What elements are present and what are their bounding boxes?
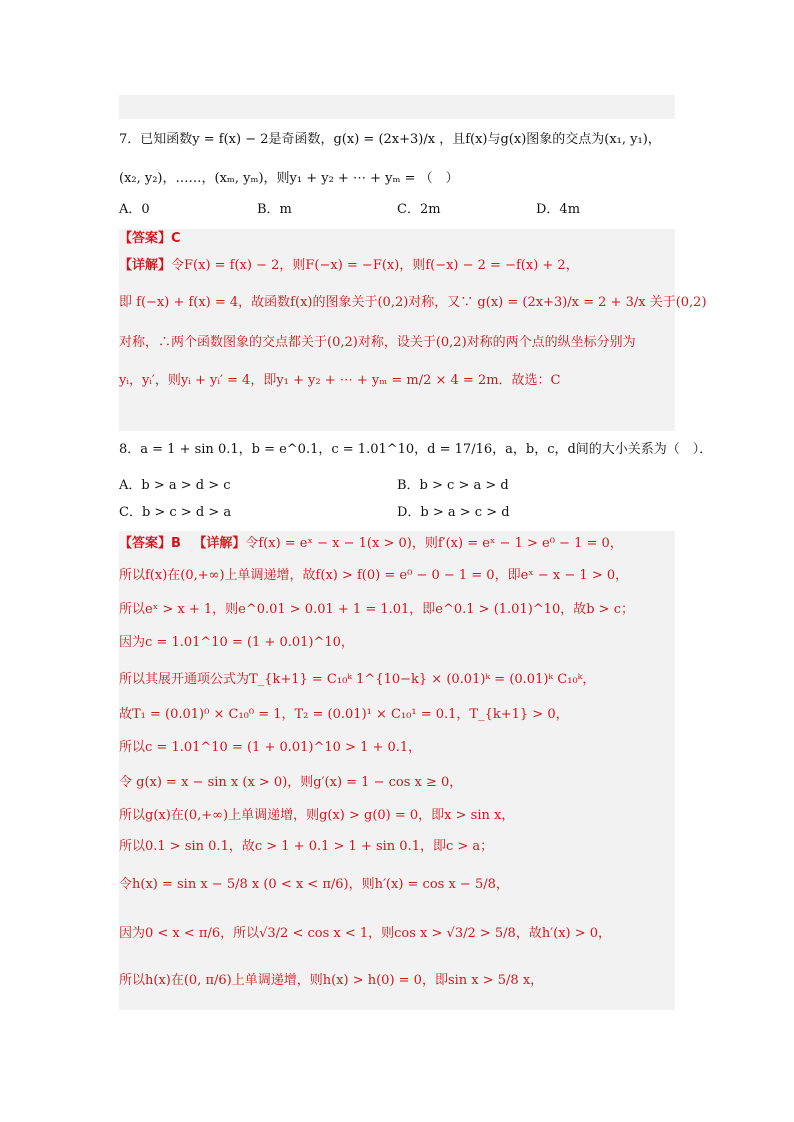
q8-detail-line-6: 故T₁ = (0.01)⁰ × C₁₀⁰ = 1，T₂ = (0.01)¹ × C₁₀¹ = 0.1，T_{k+1} > 0， <box>119 707 569 722</box>
q7-detail-line-3: 对称，∴两个函数图象的交点都关于(0,2)对称，设关于(0,2)对称的两个点的纵坐标分别为 <box>119 335 636 350</box>
q8-detail-line-5: 所以其展开通项公式为T_{k+1} = C₁₀ᵏ 1^{10−k} × (0.01)ᵏ = (0.01)ᵏ C₁₀ᵏ， <box>119 672 596 687</box>
q8-option-d: D．b > a > c > d <box>397 505 510 520</box>
q7-answer-tag: 【答案】 <box>119 231 172 246</box>
q8-detail-line-4: 因为c = 1.01^10 = (1 + 0.01)^10， <box>119 635 354 650</box>
q7-detail-tag: 【详解】 <box>119 258 172 273</box>
q8-option-b: B．b > c > a > d <box>397 478 509 493</box>
q7-detail-line-1: 【详解】令F(x) = f(x) − 2，则F(−x) = −F(x)，则f(−x) − 2 = −f(x) + 2， <box>119 258 579 273</box>
q8-detail-line-7: 所以c = 1.01^10 = (1 + 0.01)^10 > 1 + 0.1， <box>119 740 422 755</box>
q7-stem-line1: 7．已知函数y = f(x) − 2是奇函数，g(x) = (2x+3)/x ，且f(x)与g(x)图象的交点为(x₁, y₁)， <box>119 132 661 147</box>
q8-detail-line-2: 所以f(x)在(0,+∞)上单调递增，故f(x) > f(0) = e⁰ − 0 − 1 = 0，即eˣ − x − 1 > 0， <box>119 568 629 583</box>
q7-option-b: B．m <box>257 202 292 217</box>
q7-detail-line-4: yᵢ，yᵢ′，则yᵢ + yᵢ′ = 4，即y₁ + y₂ + ⋯ + yₘ = m/2 × 4 = 2m．故选：C <box>119 373 561 388</box>
q7-option-d: D．4m <box>536 202 581 217</box>
q7-option-c: C．2m <box>397 202 441 217</box>
q7-detail-line-2: 即 f(−x) + f(x) = 4，故函数f(x)的图象关于(0,2)对称，又∵ g(x) = (2x+3)/x = 2 + 3/x 关于(0,2) <box>119 295 707 310</box>
q8-detail-line-12: 因为0 < x < π/6，所以√3/2 < cos x < 1，则cos x > √3/2 > 5/8，故h′(x) > 0， <box>119 926 612 941</box>
q8-detail-line-8: 令 g(x) = x − sin x (x > 0)，则g′(x) = 1 − cos x ≥ 0， <box>119 775 463 790</box>
q8-detail-line-9: 所以g(x)在(0,+∞)上单调递增，则g(x) > g(0) = 0，即x > sin x， <box>119 808 515 823</box>
q8-option-a: A．b > a > d > c <box>119 478 231 493</box>
q8-detail-line-11: 令h(x) = sin x − 5/8 x (0 < x < π/6)，则h′(x) = cos x − 5/8， <box>119 877 509 892</box>
q7-answer <box>119 230 679 248</box>
q8-detail-line-13: 所以h(x)在(0, π/6)上单调递增，则h(x) > h(0) = 0，即sin x > 5/8 x， <box>119 973 544 988</box>
q8-stem: 8．a = 1 + sin 0.1，b = e^0.1，c = 1.01^10，d = 17/16，a，b，c，d间的大小关系为（ ）． <box>119 442 713 457</box>
top-shaded-block <box>119 95 675 119</box>
q8-answer-value: B <box>171 536 181 551</box>
q7-answer-value: C <box>171 231 181 246</box>
q8-detail-line-1: 【答案】B 【详解】令f(x) = eˣ − x − 1(x > 0)，则f′(x) = eˣ − 1 > e⁰ − 1 = 0， <box>119 536 623 551</box>
q8-detail-tag: 【详解】 <box>193 536 246 551</box>
q7-option-a: A．0 <box>119 202 150 217</box>
q7-stem-line2: (x₂, y₂)，……，(xₘ, yₘ)，则y₁ + y₂ + ⋯ + yₘ = （ ） <box>119 171 459 186</box>
q8-answer-tag: 【答案】 <box>119 536 172 551</box>
q8-option-c: C．b > c > d > a <box>119 505 232 520</box>
q8-detail-line-3: 所以eˣ > x + 1，则e^0.01 > 0.01 + 1 = 1.01，即e^0.1 > (1.01)^10，故b > c； <box>119 602 634 617</box>
q8-detail-line-10: 所以0.1 > sin 0.1，故c > 1 + 0.1 > 1 + sin 0.1，即c > a； <box>119 839 494 854</box>
